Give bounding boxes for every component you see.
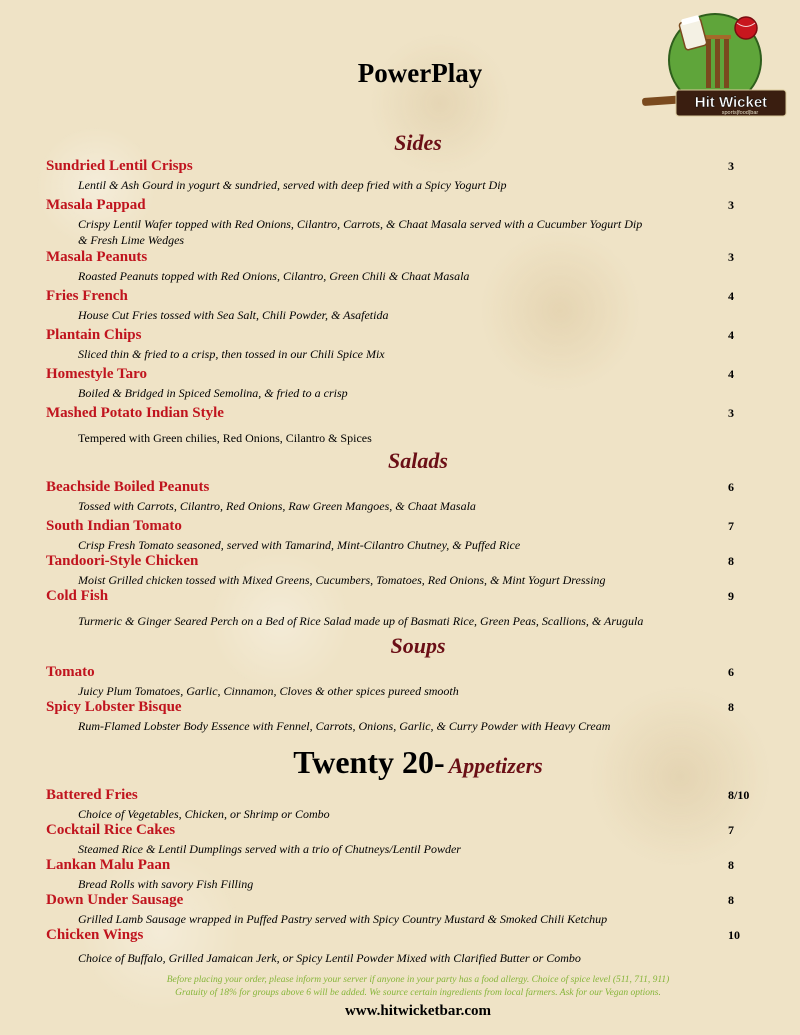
item-price: 8 — [728, 893, 734, 907]
item-description: Steamed Rice & Lentil Dumplings served with a trio of Chutneys/Lentil Powder — [78, 842, 461, 856]
menu-item — [46, 365, 766, 401]
menu-item — [46, 663, 766, 699]
item-description: Juicy Plum Tomatoes, Garlic, Cinnamon, Cloves & other spices pureed smooth — [78, 684, 459, 698]
menu-item — [46, 926, 766, 966]
item-name: Masala Pappad — [46, 197, 146, 213]
appetizers-heading-sub: Appetizers — [448, 753, 543, 778]
section-heading-salads: Salads — [388, 448, 448, 473]
menu-item — [46, 248, 766, 284]
menu-item — [46, 856, 766, 892]
item-name: Cocktail Rice Cakes — [46, 822, 176, 838]
appetizers-heading-main: Twenty 20- — [293, 744, 445, 780]
page-title: PowerPlay — [357, 58, 483, 88]
appetizers-heading — [0, 744, 800, 781]
menu-item — [46, 517, 766, 553]
item-name: Down Under Sausage — [46, 892, 184, 908]
section-heading-soups: Soups — [390, 633, 446, 658]
item-name: Fries French — [46, 288, 128, 304]
item-price: 3 — [728, 406, 734, 420]
item-name: Homestyle Taro — [46, 366, 147, 382]
item-name: Cold Fish — [46, 588, 109, 604]
item-description: Rum-Flamed Lobster Body Essence with Fennel, Carrots, Onions, Garlic, & Curry Powder with Heavy Cream — [78, 719, 611, 733]
menu-item — [46, 196, 766, 248]
logo-text: Hit Wicket — [694, 94, 768, 111]
menu-item — [46, 157, 766, 193]
item-price: 4 — [728, 289, 734, 303]
item-price: 4 — [728, 328, 734, 342]
item-name: Spicy Lobster Bisque — [46, 699, 182, 715]
item-price: 3 — [728, 250, 734, 264]
item-description: Bread Rolls with savory Fish Filling — [78, 877, 254, 891]
item-price: 7 — [728, 823, 734, 837]
footer-allergy-note: Before placing your order, please inform your server if anyone in your party has a food allergy. Choice of spice level (511, 711, 911) — [166, 975, 670, 985]
item-description: Boiled & Bridged in Spiced Semolina, & fried to a crisp — [78, 386, 348, 400]
item-price: 9 — [728, 589, 734, 603]
item-price: 7 — [728, 519, 734, 533]
item-name: Sundried Lentil Crisps — [46, 158, 193, 174]
item-price: 10 — [728, 928, 740, 942]
menu-item — [46, 552, 766, 588]
item-description: Crispy Lentil Wafer topped with Red Onions, Cilantro, Carrots, & Chaat Masala served with a Cucumber Yogurt Dip & Fresh Lime Wedges — [78, 217, 643, 247]
menu-item — [46, 287, 766, 323]
item-description: Roasted Peanuts topped with Red Onions, Cilantro, Green Chili & Chaat Masala — [78, 269, 470, 283]
item-description: Lentil & Ash Gourd in yogurt & sundried, served with deep fried with a Spicy Yogurt Dip — [78, 178, 507, 192]
item-price: 3 — [728, 159, 734, 173]
item-name: Masala Peanuts — [46, 249, 148, 265]
menu-item — [46, 786, 766, 822]
menu-item — [46, 821, 766, 857]
item-description: Moist Grilled chicken tossed with Mixed Greens, Cucumbers, Tomatoes, Red Onions, & Mint Yogurt Dressing — [78, 573, 606, 587]
item-name: Tomato — [46, 664, 95, 680]
item-price: 6 — [728, 480, 734, 494]
menu-item — [46, 404, 766, 446]
item-name: Tandoori-Style Chicken — [46, 553, 199, 569]
item-description: Crisp Fresh Tomato seasoned, served with Tamarind, Mint-Cilantro Chutney, & Puffed Rice — [78, 538, 521, 552]
item-name: Mashed Potato Indian Style — [46, 405, 224, 421]
item-name: Chicken Wings — [46, 927, 144, 943]
website-link[interactable]: www.hitwicketbar.com — [344, 1003, 492, 1019]
item-name: Plantain Chips — [46, 327, 142, 343]
item-description: Sliced thin & fried to a crisp, then tossed in our Chili Spice Mix — [78, 347, 385, 361]
item-description: Grilled Lamb Sausage wrapped in Puffed Pastry served with Spicy Country Mustard & Smoked Chili Ketchup — [78, 912, 608, 926]
menu-item — [46, 698, 766, 734]
item-price: 8/10 — [728, 788, 750, 802]
item-name: Lankan Malu Paan — [46, 857, 171, 873]
item-name: South Indian Tomato — [46, 518, 182, 534]
menu-item — [46, 478, 766, 514]
item-name: Beachside Boiled Peanuts — [46, 479, 210, 495]
menu-item — [46, 587, 766, 629]
hit-wicket-logo — [640, 8, 790, 128]
item-description: Turmeric & Ginger Seared Perch on a Bed of Rice Salad made up of Basmati Rice, Green Peas, Scallions, & Arugula — [78, 614, 644, 628]
item-description: Choice of Vegetables, Chicken, or Shrimp or Combo — [78, 807, 330, 821]
item-description: Tempered with Green chilies, Red Onions, Cilantro & Spices — [78, 431, 372, 445]
section-heading-sides: Sides — [394, 130, 442, 155]
item-price: 8 — [728, 554, 734, 568]
menu-item — [46, 326, 766, 362]
menu-item — [46, 891, 766, 927]
item-price: 8 — [728, 700, 734, 714]
item-price: 4 — [728, 367, 734, 381]
item-price: 6 — [728, 665, 734, 679]
item-name: Battered Fries — [46, 787, 138, 803]
item-price: 8 — [728, 858, 734, 872]
footer-gratuity-note: Gratuity of 18% for groups above 6 will be added. We source certain ingredients from local farmers. Ask for our Vegan options. — [175, 988, 661, 998]
logo-tagline: sports|food|bar — [721, 110, 759, 116]
item-description: Tossed with Carrots, Cilantro, Red Onions, Raw Green Mangoes, & Chaat Masala — [78, 499, 476, 513]
item-description: House Cut Fries tossed with Sea Salt, Chili Powder, & Asafetida — [78, 308, 389, 322]
item-description: Choice of Buffalo, Grilled Jamaican Jerk, or Spicy Lentil Powder Mixed with Clarified Butter or Combo — [78, 951, 581, 965]
item-price: 3 — [728, 198, 734, 212]
